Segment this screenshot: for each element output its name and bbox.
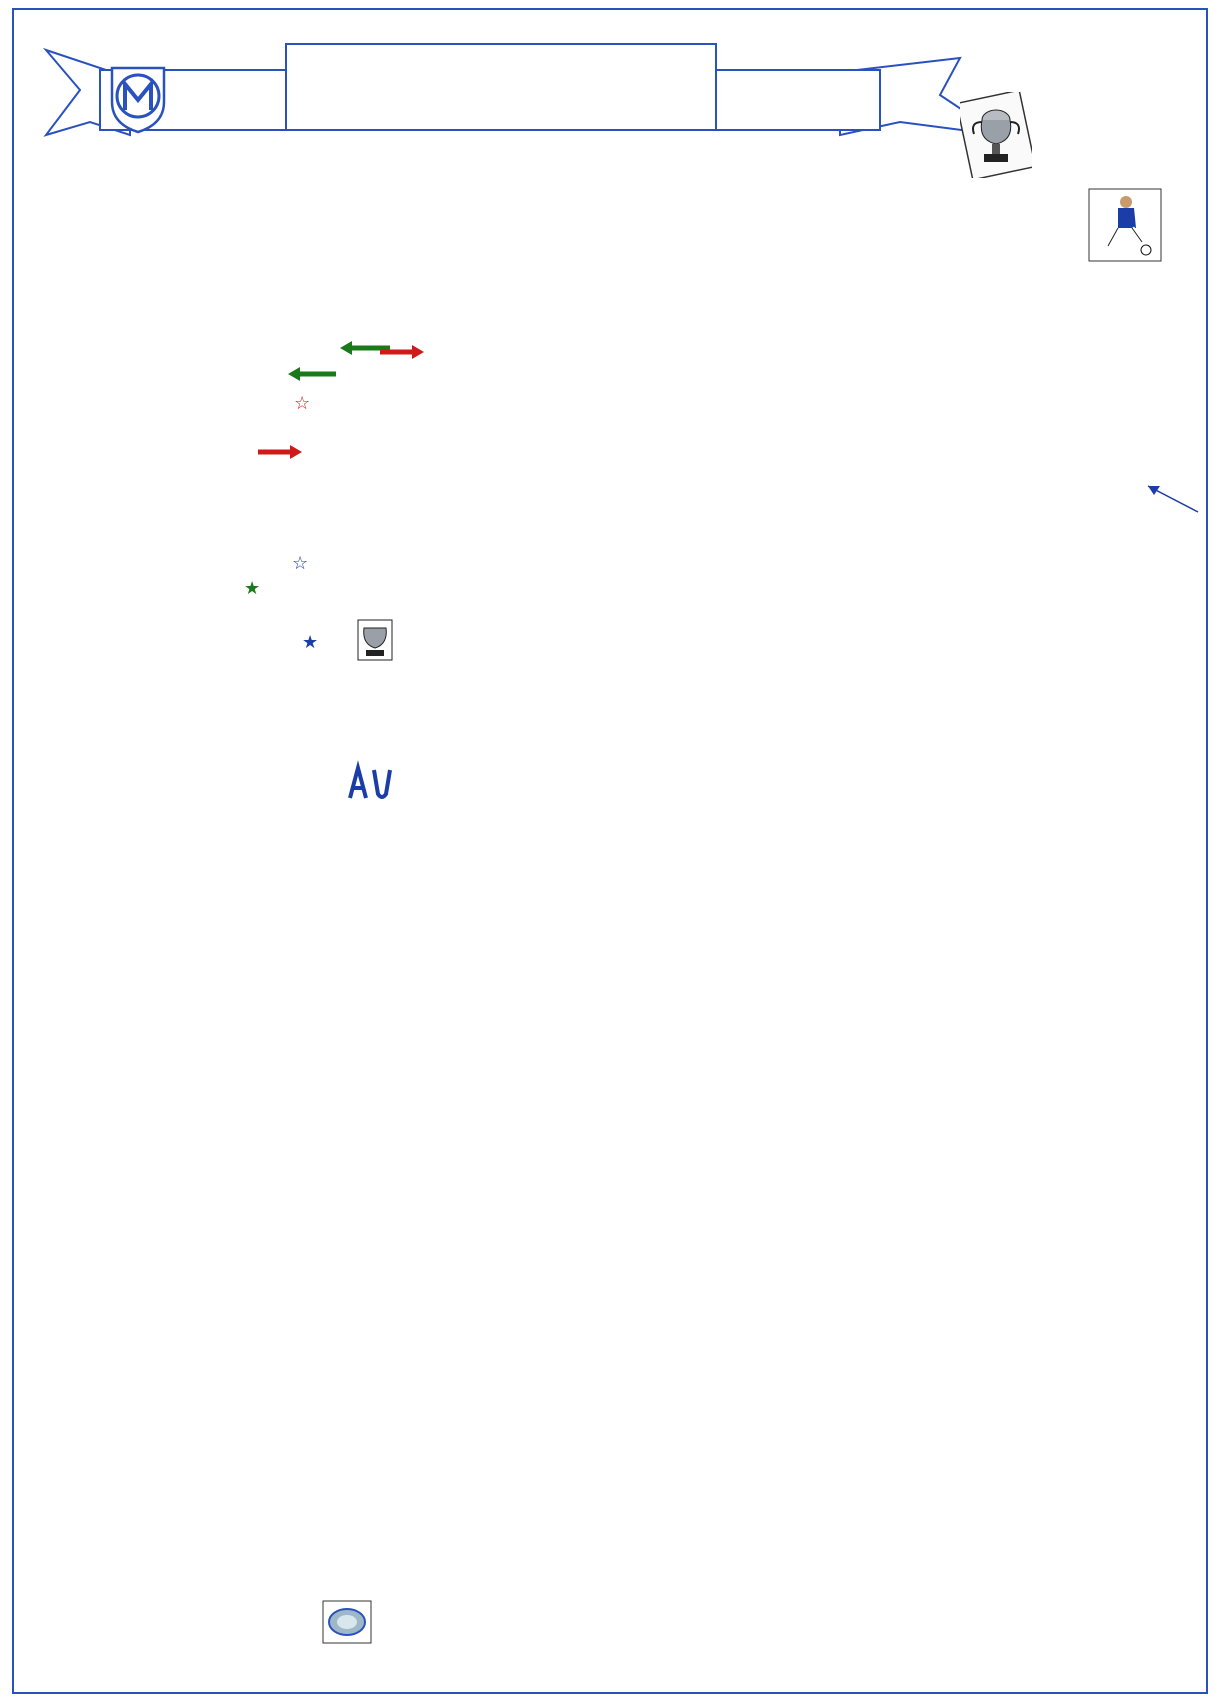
results-table: [14, 160, 1206, 1690]
green-star-icon: ★: [244, 578, 261, 599]
ribbon-banner: [40, 40, 1020, 150]
title-box: [286, 44, 716, 130]
red-star-icon: ☆: [294, 393, 311, 414]
blue-star-icon: ☆: [292, 553, 309, 574]
blue-star-icon: ★: [302, 632, 319, 653]
stopwatch-icon: [322, 1600, 372, 1644]
om-logo: [108, 62, 168, 134]
